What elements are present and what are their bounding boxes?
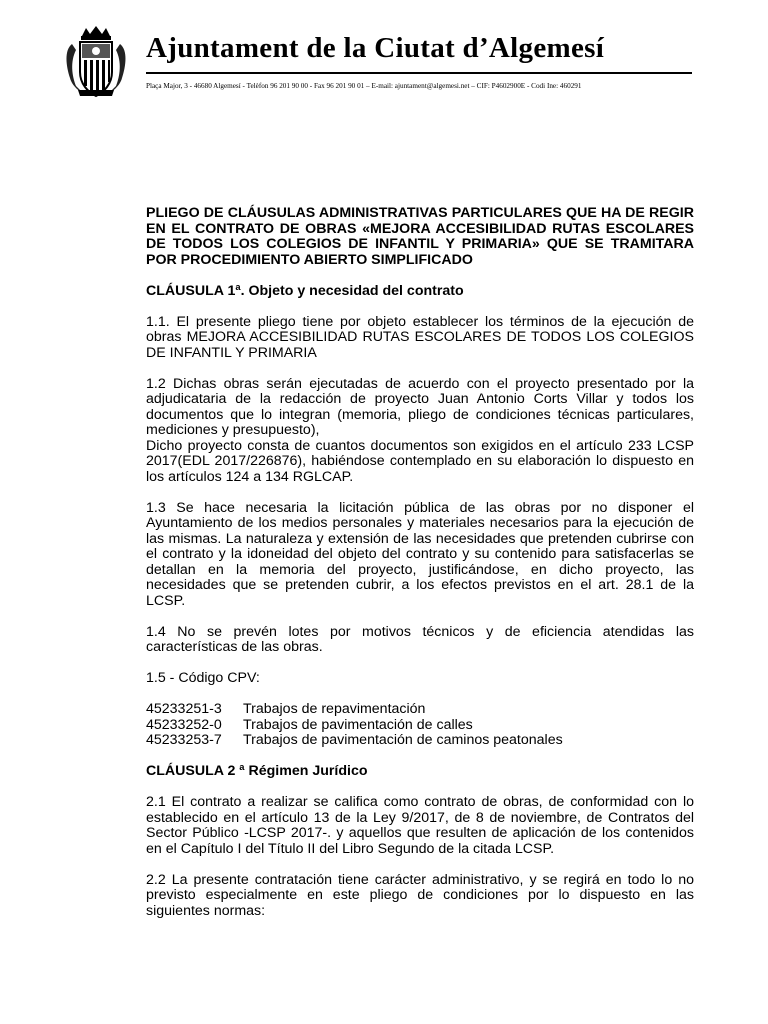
paragraph-1-2a: 1.2 Dichas obras serán ejecutadas de acuerdo con el proyecto presentado por la adjudicataria de la redacción de proyecto Juan Antonio Corts Villar y todos los documentos que lo integran (memoria, pliego de condiciones técnicas particulares, mediciones y presupuesto), xyxy=(146,375,694,438)
paragraph-1-3: 1.3 Se hace necesaria la licitación pública de las obras por no disponer el Ayuntamiento de los medios personales y materiales necesarios para la ejecución de las mismas. La naturaleza y extensión de las necesidades que pretenden cubrirse con el contrato y la idoneidad del objeto del contrato y su contenido para satisfacerlas se detallan en la memoria del proyecto, justificándose, en dicho proyecto, las necesidades que se pretenden cubrir, a los efectos previstos en el art. 28.1 de la LCSP. xyxy=(146,499,694,609)
list-item xyxy=(146,733,694,749)
list-item xyxy=(146,702,694,718)
contact-line: Plaça Major, 3 - 46680 Algemesí - Telèfon 96 201 90 00 - Fax 96 201 90 01 – E-mail: ajuntament@algemesi.net – CIF: P4602900E - Codi Ine: 460291 xyxy=(146,82,582,90)
document-title: PLIEGO DE CLÁUSULAS ADMINISTRATIVAS PARTICULARES QUE HA DE REGIR EN EL CONTRATO DE OBRAS «MEJORA ACCESIBILIDAD RUTAS ESCOLARES DE TODOS LOS COLEGIOS DE INFANTIL Y PRIMARIA» QUE SE TRAMITARA POR PROCEDIMIENTO ABIERTO SIMPLIFICADO xyxy=(146,205,694,268)
letterhead xyxy=(62,26,702,96)
cpv-code: 45233253-7 xyxy=(146,732,222,748)
paragraph-2-1: 2.1 El contrato a realizar se califica como contrato de obras, de conformidad con lo establecido en el artículo 13 de la Ley 9/2017, de 8 de noviembre, de Contratos del Sector Público -LCSP 2017-. y aquellos que resulten de aplicación de los contenidos en el Capítulo I del Título II del Libro Segundo de la citada LCSP. xyxy=(146,794,694,857)
cpv-list xyxy=(146,702,694,749)
cpv-code: 45233252-0 xyxy=(146,716,222,733)
cpv-code: 45233251-3 xyxy=(146,701,222,717)
cpv-description: Trabajos de pavimentación de calles xyxy=(243,716,473,733)
paragraph-1-2b: Dicho proyecto consta de cuantos documentos son exigidos en el artículo 233 LCSP 2017(EDL 2017/226876), habiéndose contemplado en su elaboración lo dispuesto en los artículos 124 a 134 RGLCAP. xyxy=(146,437,694,485)
paragraph-1-1: 1.1. El presente pliego tiene por objeto establecer los términos de la ejecución de obras MEJORA ACCESIBILIDAD RUTAS ESCOLARES DE TODOS LOS COLEGIOS DE INFANTIL Y PRIMARIA xyxy=(146,313,694,361)
header-rule xyxy=(146,72,692,74)
organization-name: Ajuntament de la Ciutat d’Algemesí xyxy=(146,32,605,64)
paragraph-1-4: 1.4 No se prevén lotes por motivos técnicos y de eficiencia atendidas las características de las obras. xyxy=(146,623,694,655)
clause-2-heading: CLÁUSULA 2 ª Régimen Jurídico xyxy=(146,763,368,779)
clause-1-heading: CLÁUSULA 1ª. Objeto y necesidad del contrato xyxy=(146,282,464,299)
cpv-description: Trabajos de repavimentación xyxy=(243,701,426,717)
document-body xyxy=(146,206,694,935)
municipal-crest-icon xyxy=(62,26,130,98)
cpv-description: Trabajos de pavimentación de caminos peatonales xyxy=(243,732,563,748)
paragraph-1-5: 1.5 - Código CPV: xyxy=(146,670,260,686)
list-item xyxy=(146,718,694,734)
paragraph-2-2: 2.2 La presente contratación tiene carácter administrativo, y se regirá en todo lo no previsto especialmente en este pliego de condiciones por lo dispuesto en las siguientes normas: xyxy=(146,871,694,919)
